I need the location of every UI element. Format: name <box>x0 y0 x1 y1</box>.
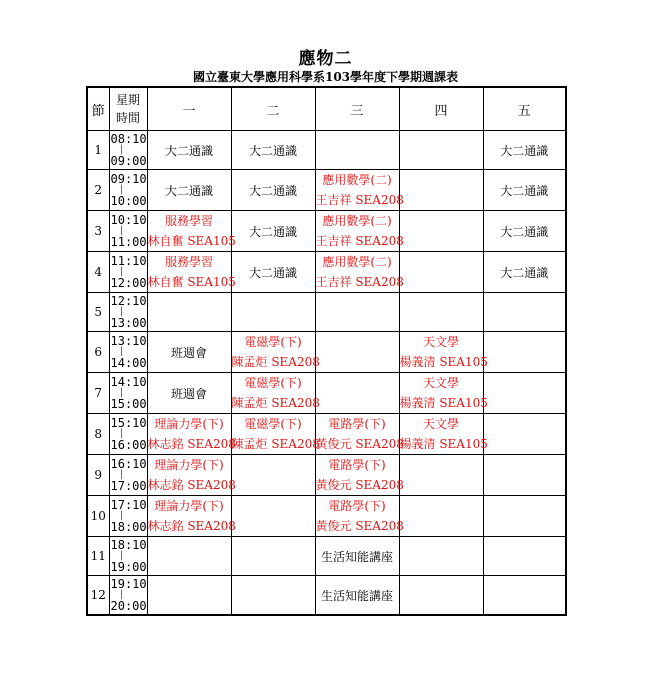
time-start: 18:10 <box>110 538 147 552</box>
course-cell <box>315 414 404 455</box>
section-number: 5 <box>87 293 109 332</box>
time-slot <box>109 455 147 496</box>
course-name: 理論力學(下) <box>154 417 224 431</box>
time-end: 20:00 <box>110 599 147 613</box>
header-weekday: 星期 <box>115 93 140 107</box>
course-cell <box>483 537 566 576</box>
course-cell <box>147 131 231 170</box>
time-separator: | <box>118 346 125 357</box>
time-separator: | <box>118 225 125 236</box>
course-cell <box>399 576 483 616</box>
course-name: 大二通識 <box>164 143 213 158</box>
time-start: 16:10 <box>110 457 147 471</box>
course-cell <box>483 332 566 373</box>
course-teacher-room: 王吉祥 SEA208 <box>315 193 404 207</box>
course-cell <box>147 414 236 455</box>
course-cell <box>399 293 483 332</box>
header-section: 節 <box>87 87 109 131</box>
course-cell <box>147 537 231 576</box>
table-row <box>87 455 566 496</box>
course-name: 班週會 <box>170 386 207 401</box>
course-name: 大二通識 <box>500 143 549 158</box>
section-number: 8 <box>87 414 109 455</box>
course-teacher-room: 王吉祥 SEA208 <box>315 275 404 289</box>
timetable-body <box>87 131 566 616</box>
section-number: 7 <box>87 373 109 414</box>
time-end: 12:00 <box>110 276 147 290</box>
time-start: 08:10 <box>110 132 147 146</box>
course-cell <box>231 537 315 576</box>
course-cell <box>315 170 404 211</box>
section-number: 1 <box>87 131 109 170</box>
course-cell <box>483 455 566 496</box>
course-cell <box>231 496 315 537</box>
course-cell <box>147 252 236 293</box>
course-name: 服務學習 <box>164 214 213 228</box>
header-row <box>87 87 566 131</box>
course-cell <box>315 131 399 170</box>
course-cell <box>399 170 483 211</box>
course-name: 天文學 <box>422 417 459 431</box>
course-name: 天文學 <box>422 335 459 349</box>
course-cell <box>399 496 483 537</box>
course-name: 理論力學(下) <box>154 499 224 513</box>
section-number: 12 <box>87 576 109 616</box>
table-row <box>87 211 566 252</box>
course-cell <box>315 455 404 496</box>
course-name: 電路學(下) <box>328 499 386 513</box>
table-row <box>87 496 566 537</box>
header-weekday-time <box>109 87 147 131</box>
course-name: 電磁學(下) <box>244 417 302 431</box>
table-row <box>87 576 566 616</box>
table-row <box>87 131 566 170</box>
section-number: 9 <box>87 455 109 496</box>
header-day-thu: 四 <box>399 87 483 131</box>
course-name: 大二通識 <box>500 265 549 280</box>
time-slot <box>109 293 147 332</box>
time-end: 18:00 <box>110 520 147 534</box>
course-cell <box>399 414 488 455</box>
table-row <box>87 373 566 414</box>
course-cell <box>399 373 488 414</box>
time-end: 14:00 <box>110 356 147 370</box>
course-cell <box>315 252 404 293</box>
time-start: 11:10 <box>110 254 147 268</box>
section-number: 11 <box>87 537 109 576</box>
course-cell <box>315 293 399 332</box>
course-cell <box>231 576 315 616</box>
course-cell <box>147 332 231 373</box>
time-start: 17:10 <box>110 498 147 512</box>
course-name: 應用數學(二) <box>322 214 392 228</box>
time-slot <box>109 576 147 616</box>
time-slot <box>109 537 147 576</box>
course-teacher-room: 王吉祥 SEA208 <box>315 234 404 248</box>
course-cell <box>231 414 320 455</box>
time-end: 15:00 <box>110 397 147 411</box>
time-start: 09:10 <box>110 172 147 186</box>
course-teacher-room: 林志銘 SEA208 <box>147 478 236 492</box>
course-teacher-room: 陳孟炬 SEA208 <box>231 355 320 369</box>
course-cell <box>315 537 399 576</box>
course-cell <box>483 170 566 211</box>
course-cell <box>483 131 566 170</box>
course-name: 大二通識 <box>164 183 213 198</box>
time-end: 11:00 <box>110 235 147 249</box>
time-slot <box>109 170 147 211</box>
course-cell <box>231 170 315 211</box>
table-row <box>87 537 566 576</box>
course-name: 電路學(下) <box>328 417 386 431</box>
table-row <box>87 414 566 455</box>
course-name: 電磁學(下) <box>244 376 302 390</box>
time-separator: | <box>118 428 125 439</box>
time-separator: | <box>118 306 125 317</box>
time-start: 15:10 <box>110 416 147 430</box>
course-name: 大二通識 <box>248 143 297 158</box>
course-cell <box>231 455 315 496</box>
section-number: 2 <box>87 170 109 211</box>
course-cell <box>147 576 231 616</box>
course-cell <box>147 373 231 414</box>
time-slot <box>109 414 147 455</box>
course-cell <box>399 537 483 576</box>
time-separator: | <box>118 550 125 561</box>
time-start: 13:10 <box>110 334 147 348</box>
header-time: 時間 <box>115 111 140 125</box>
header-day-mon: 一 <box>147 87 231 131</box>
course-name: 生活知能講座 <box>320 549 393 564</box>
course-cell <box>315 373 399 414</box>
time-end: 17:00 <box>110 479 147 493</box>
course-cell <box>231 332 320 373</box>
course-teacher-room: 林自奮 SEA105 <box>147 275 236 289</box>
course-cell <box>483 496 566 537</box>
course-teacher-room: 黃俊元 SEA208 <box>315 478 404 492</box>
course-cell <box>483 211 566 252</box>
course-cell <box>147 170 231 211</box>
course-cell <box>231 293 315 332</box>
course-cell <box>231 211 315 252</box>
table-row <box>87 293 566 332</box>
course-cell <box>399 332 488 373</box>
course-cell <box>483 414 566 455</box>
course-teacher-room: 楊義清 SEA105 <box>399 396 488 410</box>
course-name: 應用數學(二) <box>322 173 392 187</box>
table-row <box>87 332 566 373</box>
time-separator: | <box>118 184 125 195</box>
course-name: 電磁學(下) <box>244 335 302 349</box>
table-row <box>87 252 566 293</box>
time-end: 16:00 <box>110 438 147 452</box>
course-cell <box>231 252 315 293</box>
course-teacher-room: 陳孟炬 SEA208 <box>231 396 320 410</box>
time-separator: | <box>118 469 125 480</box>
course-cell <box>315 211 404 252</box>
time-start: 10:10 <box>110 213 147 227</box>
course-cell <box>231 373 320 414</box>
course-cell <box>483 576 566 616</box>
course-name: 大二通識 <box>248 224 297 239</box>
course-name: 大二通識 <box>500 183 549 198</box>
time-end: 13:00 <box>110 316 147 330</box>
course-teacher-room: 林志銘 SEA208 <box>147 519 236 533</box>
course-teacher-room: 林志銘 SEA208 <box>147 437 236 451</box>
header-day-wed: 三 <box>315 87 399 131</box>
time-separator: | <box>118 387 125 398</box>
course-cell <box>147 211 236 252</box>
time-start: 19:10 <box>110 577 147 591</box>
course-teacher-room: 楊義清 SEA105 <box>399 437 488 451</box>
course-cell <box>399 211 483 252</box>
course-cell <box>315 576 399 616</box>
course-name: 班週會 <box>170 345 207 360</box>
course-cell <box>399 252 483 293</box>
section-number: 3 <box>87 211 109 252</box>
time-separator: | <box>118 144 125 155</box>
course-name: 應用數學(二) <box>322 255 392 269</box>
course-name: 電路學(下) <box>328 458 386 472</box>
course-cell <box>399 455 483 496</box>
course-name: 生活知能講座 <box>320 588 393 603</box>
course-name: 大二通識 <box>500 224 549 239</box>
course-cell <box>315 496 404 537</box>
course-cell <box>399 131 483 170</box>
course-teacher-room: 林自奮 SEA105 <box>147 234 236 248</box>
time-start: 14:10 <box>110 375 147 389</box>
course-cell <box>147 455 236 496</box>
section-number: 10 <box>87 496 109 537</box>
course-name: 理論力學(下) <box>154 458 224 472</box>
time-slot <box>109 211 147 252</box>
header-day-tue: 二 <box>231 87 315 131</box>
course-name: 天文學 <box>422 376 459 390</box>
time-slot <box>109 496 147 537</box>
course-cell <box>147 293 231 332</box>
time-end: 10:00 <box>110 194 147 208</box>
time-start: 12:10 <box>110 294 147 308</box>
course-teacher-room: 楊義清 SEA105 <box>399 355 488 369</box>
time-end: 09:00 <box>110 154 147 168</box>
time-end: 19:00 <box>110 560 147 574</box>
course-cell <box>315 332 399 373</box>
time-slot <box>109 131 147 170</box>
course-cell <box>483 373 566 414</box>
section-number: 4 <box>87 252 109 293</box>
course-cell <box>483 293 566 332</box>
time-separator: | <box>118 589 125 600</box>
course-name: 大二通識 <box>248 265 297 280</box>
time-separator: | <box>118 510 125 521</box>
timetable <box>86 86 567 616</box>
time-slot <box>109 373 147 414</box>
course-cell <box>483 252 566 293</box>
page-subtitle: 國立臺東大學應用科學系103學年度下學期週課表 <box>192 70 459 84</box>
course-teacher-room: 陳孟炬 SEA208 <box>231 437 320 451</box>
time-separator: | <box>118 266 125 277</box>
course-name: 服務學習 <box>164 255 213 269</box>
course-teacher-room: 黃俊元 SEA208 <box>315 519 404 533</box>
time-slot <box>109 332 147 373</box>
course-cell <box>231 131 315 170</box>
course-teacher-room: 黃俊元 SEA208 <box>315 437 404 451</box>
time-slot <box>109 252 147 293</box>
section-number: 6 <box>87 332 109 373</box>
page-title: 應物二 <box>298 49 353 69</box>
header-day-fri: 五 <box>483 87 566 131</box>
course-name: 大二通識 <box>248 183 297 198</box>
course-cell <box>147 496 236 537</box>
table-row <box>87 170 566 211</box>
